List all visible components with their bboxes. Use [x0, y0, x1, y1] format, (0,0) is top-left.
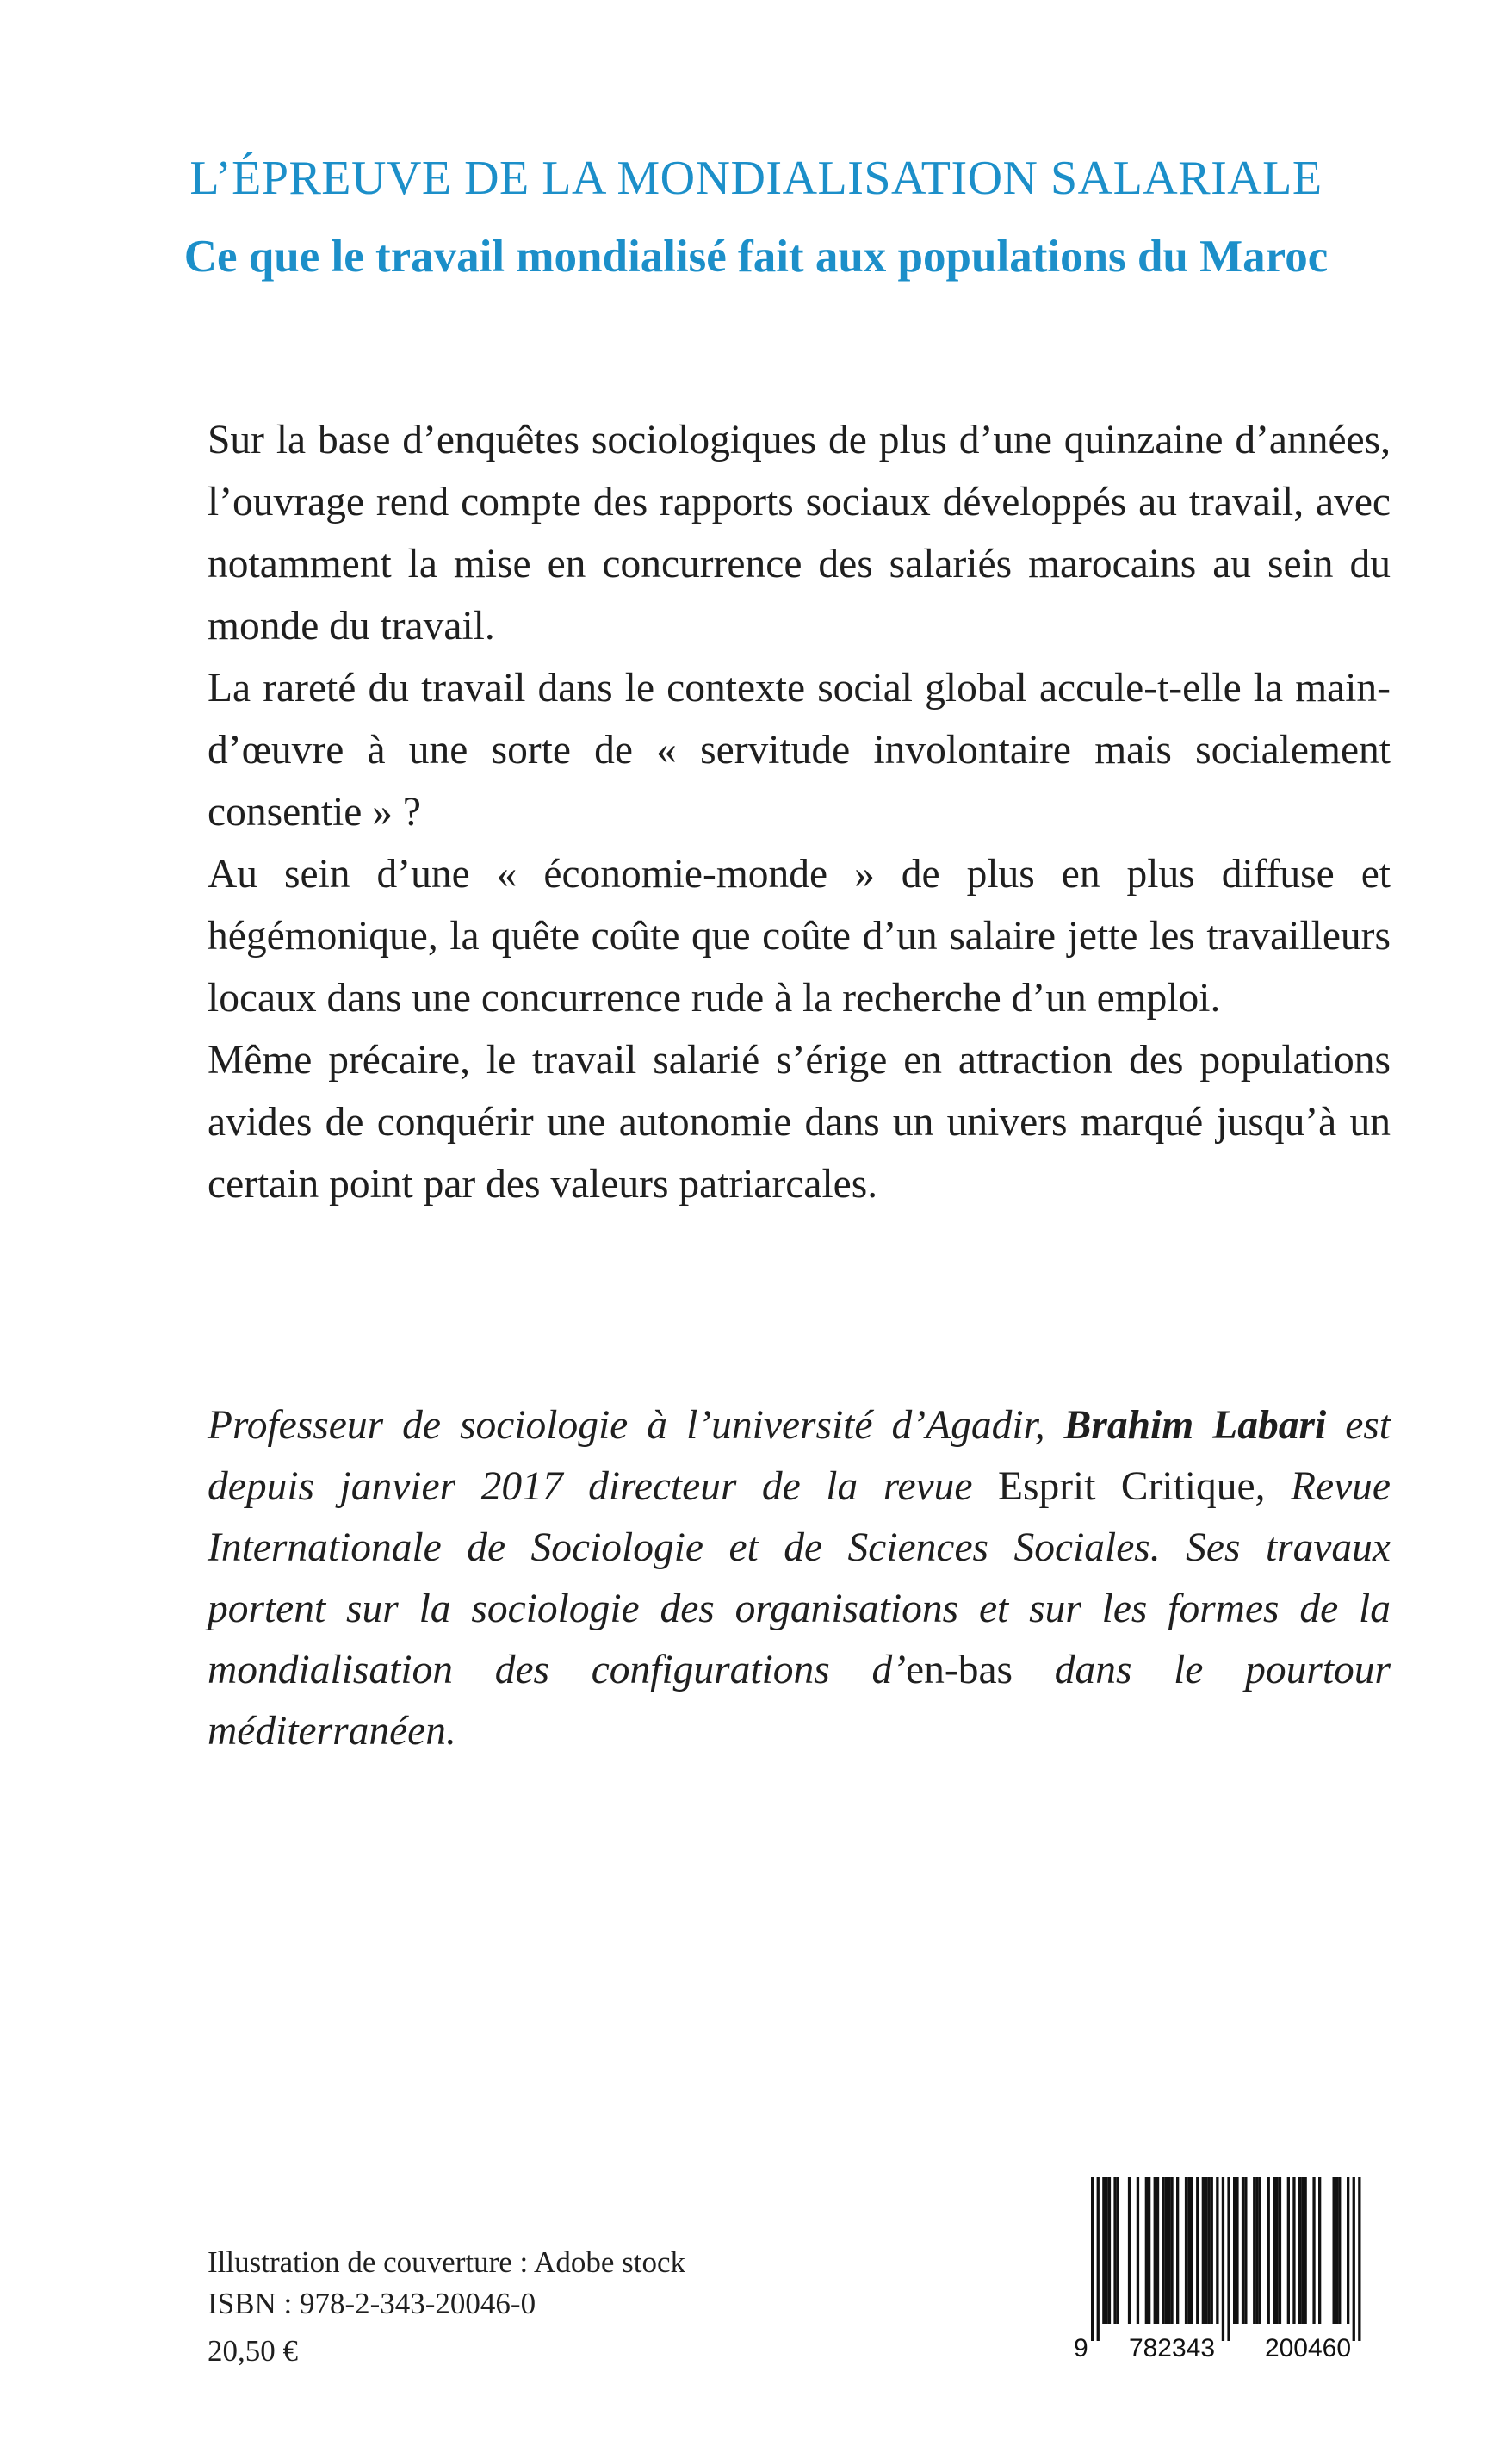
barcode-bar [1292, 2177, 1295, 2324]
barcode-bar [1162, 2177, 1165, 2324]
barcode-bar [1279, 2177, 1281, 2324]
barcode-digits-left: 782343 [1128, 2334, 1216, 2362]
barcode-bar [1301, 2177, 1304, 2324]
author-name: Brahim Labari [1063, 1403, 1327, 1448]
synopsis-paragraph: Au sein d’une « économie-monde » de plus en plus diffuse et hégémonique, la quête coûte que coûte d’un salaire jette les travailleurs locaux dans une concurrence rude à la recherche d’un emploi. [208, 852, 1391, 1021]
book-title: L’ÉPREUVE DE LA MONDIALISATION SALARIALE [189, 152, 1323, 205]
barcode-bar [1097, 2177, 1100, 2341]
barcode-bar [1137, 2177, 1139, 2324]
barcode-bar [1335, 2177, 1338, 2324]
barcode-bar [1347, 2177, 1349, 2324]
barcode-bar [1259, 2177, 1261, 2324]
barcode-bar [1156, 2177, 1159, 2324]
barcode-bar [1255, 2177, 1258, 2324]
cover-illustration-credit: Illustration de couverture : Adobe stock [208, 2245, 685, 2279]
bio-intro: Professeur de sociologie à l’université d’Agadir, [208, 1403, 1064, 1448]
bio-part-2: est depuis janvier 2017 directeur de la revue [208, 1403, 1391, 1509]
barcode-bar [1333, 2177, 1335, 2324]
journal-name: Esprit Critique [997, 1464, 1255, 1509]
barcode-bar [1358, 2177, 1360, 2341]
barcode-bar [1091, 2177, 1094, 2341]
barcode-bar [1244, 2177, 1247, 2324]
synopsis-paragraph: Sur la base d’enquêtes sociologiques de plus d’une quinzaine d’années, l’ouvrage rend compte des rapports sociaux développés au travail, avec notamment la mise en concurrence des salariés marocains au sein du monde du travail. [208, 418, 1391, 649]
barcode-bar [1154, 2177, 1156, 2324]
isbn: ISBN : 978-2-343-20046-0 [208, 2287, 536, 2320]
barcode-bar [1191, 2177, 1193, 2324]
barcode-bar [1216, 2177, 1218, 2324]
barcode-bar [1287, 2177, 1290, 2324]
synopsis-paragraph: Même précaire, le travail salarié s’érige en attraction des populations avides de conquérir une autonomie dans un univers marqué jusqu’à un certain point par des valeurs patriarcales. [208, 1038, 1391, 1207]
barcode-digit-first: 9 [1074, 2334, 1088, 2362]
barcode-bar [1298, 2177, 1301, 2324]
barcode-bar [1106, 2177, 1108, 2324]
barcode-bar [1202, 2177, 1205, 2324]
price: 20,50 € [208, 2334, 298, 2368]
barcode-bar [1236, 2177, 1238, 2324]
barcode-bar [1338, 2177, 1341, 2324]
barcode-bar [1108, 2177, 1111, 2324]
barcode-bar [1227, 2177, 1230, 2341]
synopsis [208, 409, 1391, 1215]
barcode-bar [1233, 2177, 1236, 2324]
barcode-bar [1185, 2177, 1187, 2324]
barcode-bar [1113, 2177, 1116, 2324]
author-bio [208, 1395, 1391, 1762]
barcode-bar [1102, 2177, 1105, 2324]
barcode-bar [1312, 2177, 1315, 2324]
bio-en-bas: en-bas [906, 1648, 1013, 1692]
barcode-bar [1318, 2177, 1321, 2324]
barcode-bar [1205, 2177, 1207, 2324]
book-subtitle: Ce que le travail mondialisé fait aux populations du Maroc [183, 232, 1329, 282]
barcode-bar [1222, 2177, 1224, 2341]
barcode-bar [1168, 2177, 1170, 2324]
synopsis-paragraph: La rareté du travail dans le contexte social global accule-t-elle la main-d’œuvre à une sorte de « servitude involontaire mais socialement consentie » ? [208, 666, 1391, 835]
barcode-bar [1187, 2177, 1190, 2324]
barcode-bar [1211, 2177, 1213, 2324]
barcode-bar [1165, 2177, 1168, 2324]
barcode-bar [1148, 2177, 1150, 2324]
barcode-graphic [1065, 2170, 1388, 2369]
barcode-bar [1117, 2177, 1119, 2324]
barcode-bar [1267, 2177, 1270, 2324]
barcode-bar [1304, 2177, 1307, 2324]
barcode-bar [1170, 2177, 1173, 2324]
barcode [1065, 2170, 1388, 2369]
barcode-bar [1145, 2177, 1148, 2324]
barcode-bar [1253, 2177, 1255, 2324]
barcode-bar [1196, 2177, 1199, 2324]
bio-part-3: , Revue Internationale de Sociologie et de Sciences Sociales. Ses travaux portent sur la sociologie des organisations et sur les formes de la mondialisation des configurations d’ [208, 1464, 1391, 1692]
bio-part-4: dans le pourtour méditerranéen. [208, 1648, 1391, 1754]
barcode-digits-right: 200460 [1264, 2334, 1352, 2362]
barcode-bar [1273, 2177, 1275, 2324]
barcode-bar [1207, 2177, 1210, 2324]
barcode-bar [1276, 2177, 1279, 2324]
barcode-bar [1353, 2177, 1355, 2341]
barcode-bar [1242, 2177, 1244, 2324]
barcode-bar [1128, 2177, 1131, 2324]
barcode-bar [1176, 2177, 1179, 2324]
